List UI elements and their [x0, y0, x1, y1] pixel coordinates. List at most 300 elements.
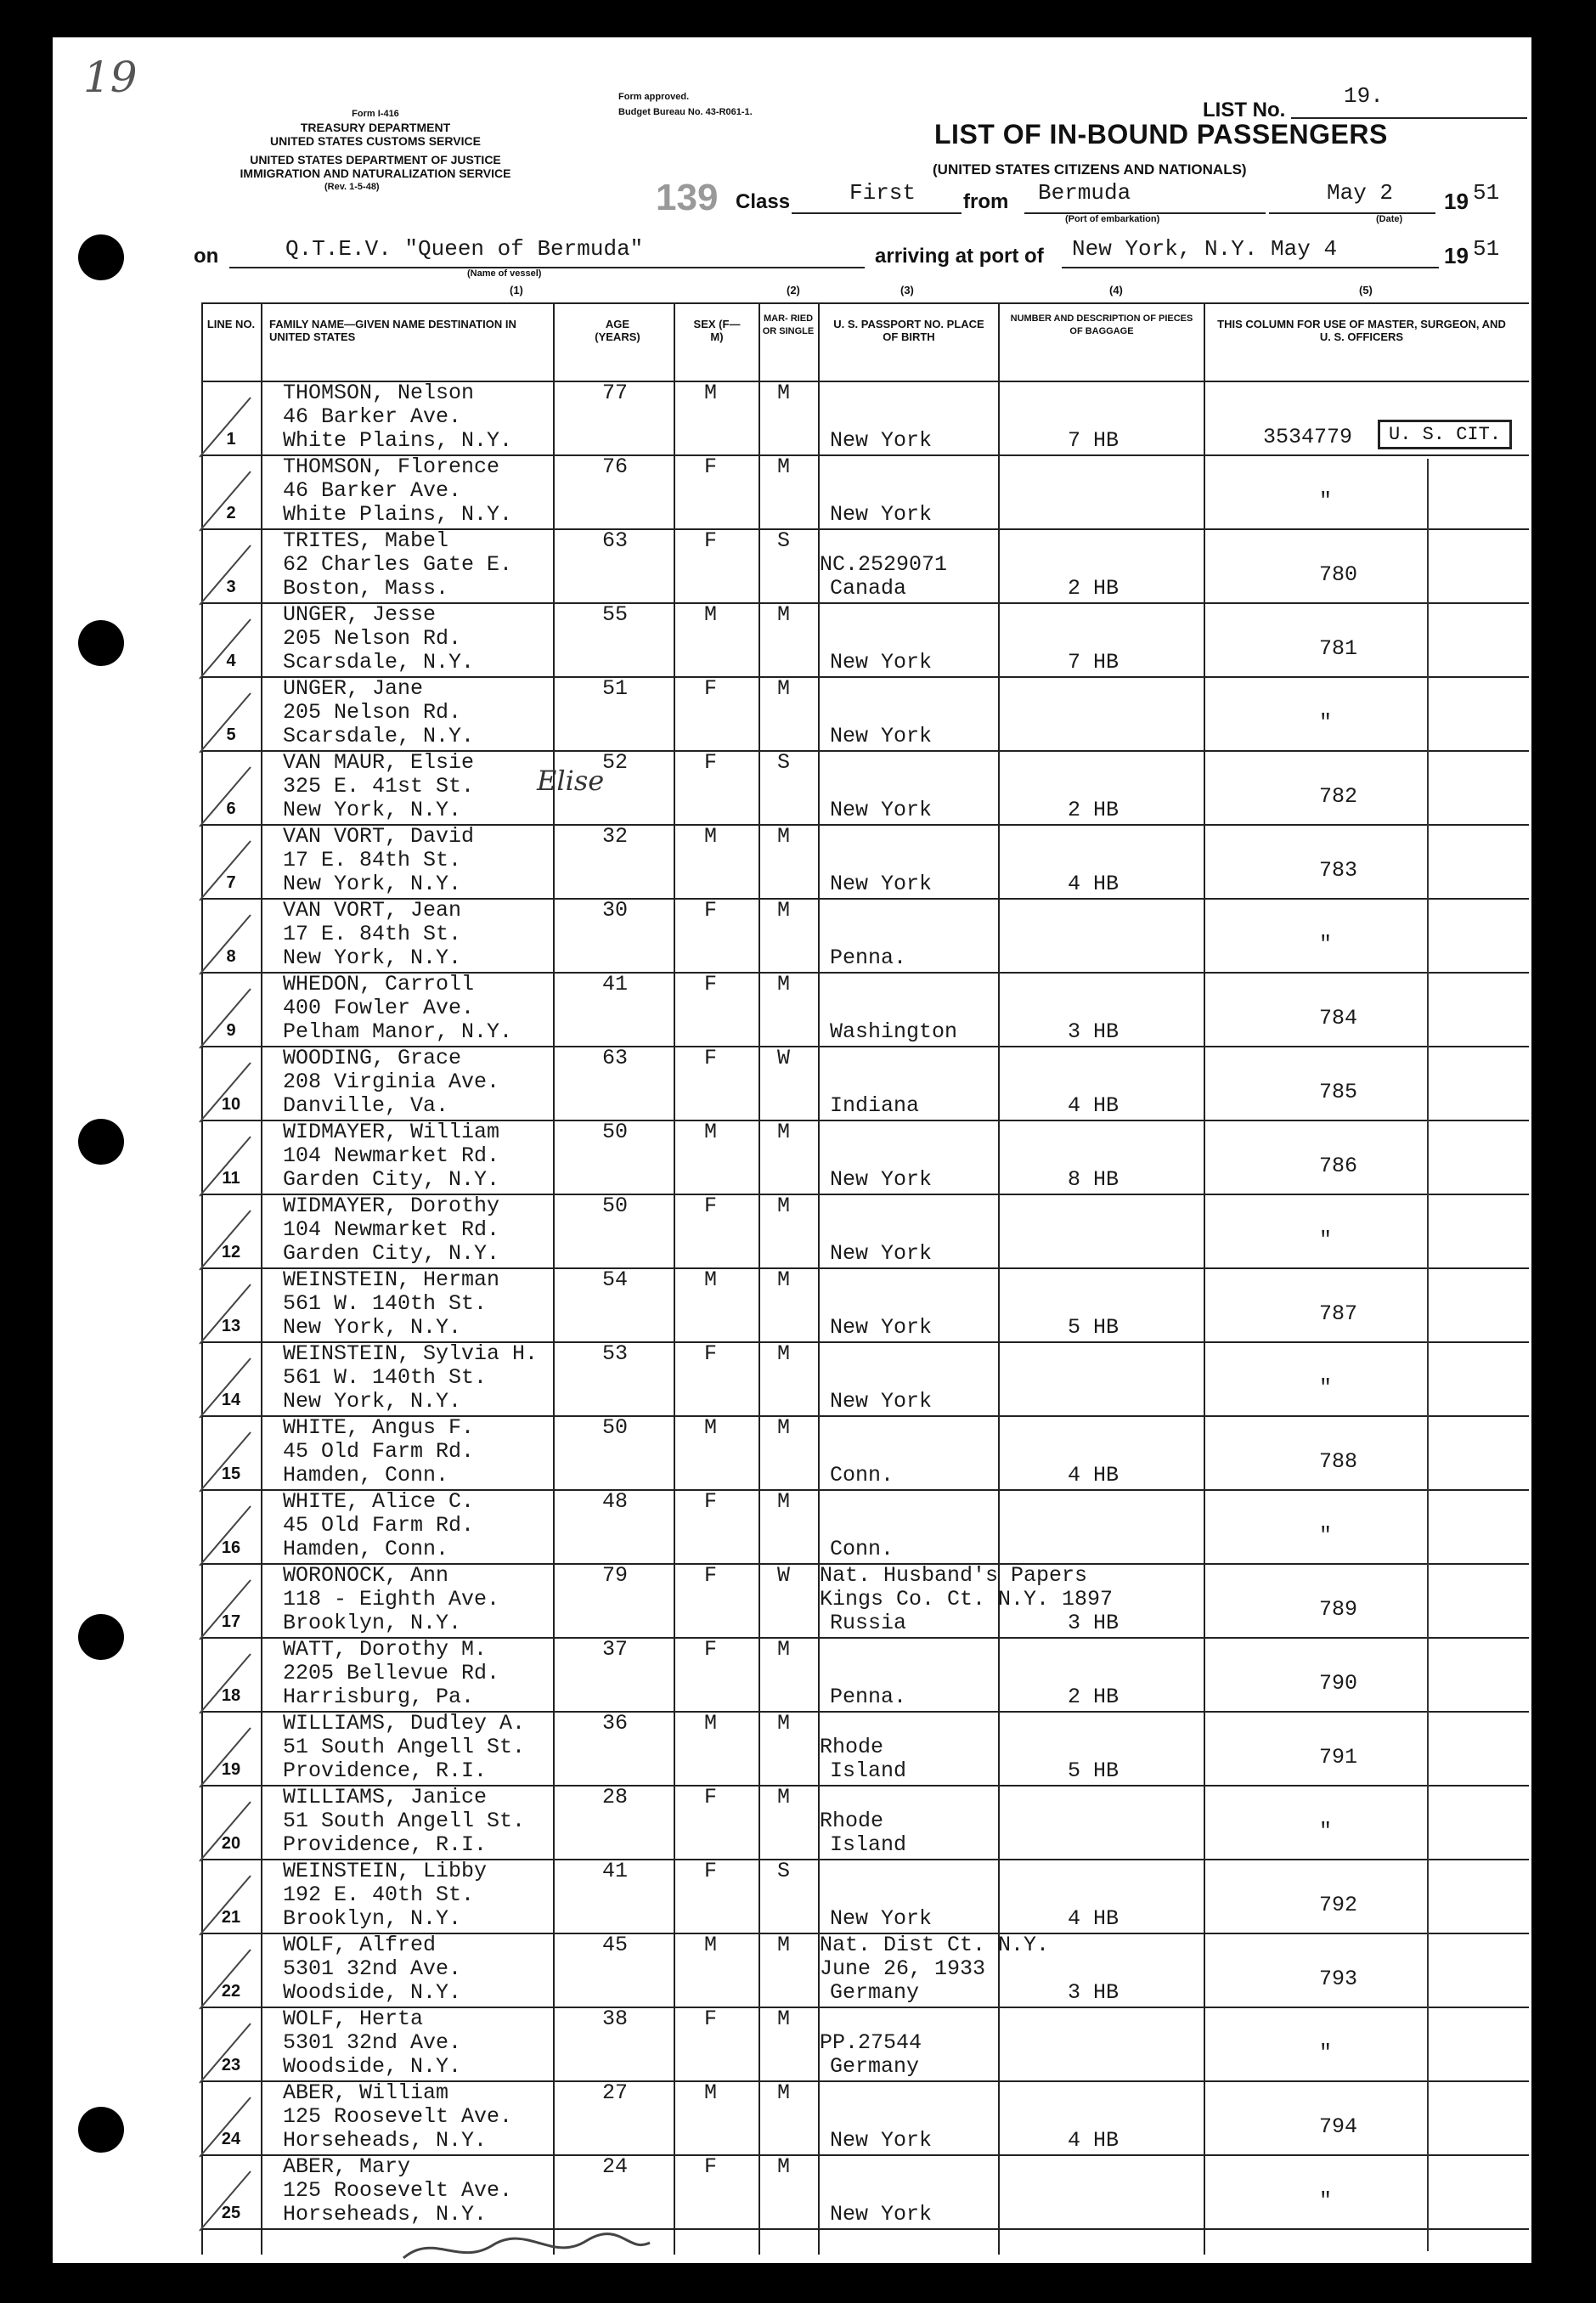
address-line-2: Boston, Mass.: [283, 576, 449, 601]
passport-line-2: Kings Co. Ct. N.Y. 1897: [820, 1587, 1114, 1612]
age: 79: [602, 1563, 629, 1588]
marital-status: M: [777, 824, 791, 849]
line-number: 15: [221, 1465, 241, 1483]
age: 63: [602, 1046, 629, 1070]
birthplace: New York: [830, 798, 933, 822]
officer-number: ": [1319, 2188, 1333, 2213]
table-row: [201, 1711, 1529, 1785]
table-row: [201, 602, 1529, 676]
officer-number: 790: [1319, 1671, 1358, 1696]
form-approved: Form approved.: [618, 92, 690, 102]
sex: M: [704, 2080, 718, 2105]
address-line-1: 561 W. 140th St.: [283, 1291, 488, 1316]
age: 27: [602, 2080, 629, 2105]
line-number: 16: [221, 1538, 241, 1557]
baggage: 8 HB: [1068, 1167, 1119, 1192]
line-number: 4: [226, 652, 236, 670]
table-row: [201, 1489, 1529, 1563]
birthplace: New York: [830, 724, 933, 748]
address-line-2: Woodside, N.Y.: [283, 2054, 462, 2079]
address-line-2: Woodside, N.Y.: [283, 1980, 462, 2005]
header-officers: THIS COLUMN FOR USE OF MASTER, SURGEON, AND U. S. OFFICERS: [1217, 318, 1506, 343]
address-line-1: 125 Roosevelt Ave.: [283, 2178, 513, 2203]
check-mark: [191, 2163, 268, 2239]
marital-status: S: [777, 1859, 791, 1883]
column-number: (2): [787, 284, 800, 296]
year-value: 51: [1473, 180, 1500, 206]
column-number: (5): [1359, 284, 1373, 296]
year-value-2: 51: [1473, 236, 1500, 262]
table-row: [201, 2007, 1529, 2080]
birthplace: New York: [830, 1315, 933, 1340]
passenger-name: WILLIAMS, Dudley A.: [283, 1711, 526, 1736]
birthplace: New York: [830, 1167, 933, 1192]
column-number: (3): [900, 284, 914, 296]
age: 50: [602, 1194, 629, 1218]
address-line-1: 62 Charles Gate E.: [283, 552, 513, 577]
passenger-name: WEINSTEIN, Sylvia H.: [283, 1341, 539, 1366]
line-number: 20: [221, 1834, 241, 1853]
address-line-2: Providence, R.I.: [283, 1758, 488, 1783]
line-number: 13: [221, 1317, 241, 1335]
passenger-name: WOODING, Grace: [283, 1046, 462, 1070]
passenger-name: WILLIAMS, Janice: [283, 1785, 488, 1809]
sex: F: [704, 1489, 718, 1514]
baggage: 4 HB: [1068, 1093, 1119, 1118]
line-number: 24: [221, 2130, 241, 2148]
officer-number: ": [1319, 1228, 1333, 1252]
age: 41: [602, 972, 629, 996]
address-line-1: 104 Newmarket Rd.: [283, 1143, 500, 1168]
table-row: [201, 1637, 1529, 1711]
baggage: 5 HB: [1068, 1758, 1119, 1783]
address-line-1: 205 Nelson Rd.: [283, 626, 462, 651]
list-no-label: LIST No.: [1203, 99, 1286, 121]
address-line-1: 208 Virginia Ave.: [283, 1070, 500, 1094]
officer-number: 791: [1319, 1745, 1358, 1770]
punch-hole: [78, 2107, 124, 2153]
baggage: 4 HB: [1068, 1906, 1119, 1931]
marital-status: M: [777, 1637, 791, 1662]
passenger-name: WHITE, Alice C.: [283, 1489, 475, 1514]
passenger-name: UNGER, Jane: [283, 676, 424, 701]
officer-number: 787: [1319, 1301, 1358, 1326]
justice-department: UNITED STATES DEPARTMENT OF JUSTICE: [250, 153, 501, 167]
budget-bureau: Budget Bureau No. 43-R061-1.: [618, 107, 753, 117]
table-row: [201, 1341, 1529, 1415]
passport-line-2: Rhode: [820, 1735, 884, 1759]
marital-status: S: [777, 750, 791, 775]
marital-status: M: [777, 381, 791, 405]
passenger-name: WORONOCK, Ann: [283, 1563, 449, 1588]
address-line-1: 561 W. 140th St.: [283, 1365, 488, 1390]
address-line-2: White Plains, N.Y.: [283, 502, 513, 527]
marital-status: M: [777, 1415, 791, 1440]
passenger-name: WEINSTEIN, Herman: [283, 1267, 500, 1292]
address-line-1: 192 E. 40th St.: [283, 1882, 475, 1907]
table-row: [201, 676, 1529, 750]
sex: F: [704, 1046, 718, 1070]
marital-status: W: [777, 1563, 791, 1588]
age: 77: [602, 381, 629, 405]
officer-number: ": [1319, 710, 1333, 735]
birthplace: Indiana: [830, 1093, 920, 1118]
table-row: [201, 750, 1529, 824]
baggage: 7 HB: [1068, 650, 1119, 675]
address-line-2: New York, N.Y.: [283, 1315, 462, 1340]
table-row: [201, 1933, 1529, 2007]
address-line-1: 2205 Bellevue Rd.: [283, 1661, 500, 1685]
address-line-2: Providence, R.I.: [283, 1832, 488, 1857]
age: 50: [602, 1415, 629, 1440]
officer-number: 792: [1319, 1893, 1358, 1917]
address-line-1: 45 Old Farm Rd.: [283, 1513, 475, 1538]
address-line-2: Garden City, N.Y.: [283, 1241, 500, 1266]
birthplace: Conn.: [830, 1463, 894, 1487]
address-line-1: 118 - Eighth Ave.: [283, 1587, 500, 1612]
line-number: 9: [226, 1021, 236, 1040]
table-row: [201, 1563, 1529, 1637]
address-line-2: New York, N.Y.: [283, 798, 462, 822]
age: 63: [602, 528, 629, 553]
address-line-2: Pelham Manor, N.Y.: [283, 1019, 513, 1044]
passport-line-2: NC.2529071: [820, 552, 948, 577]
year-prefix-2: 19: [1444, 243, 1469, 268]
passenger-name: WOLF, Herta: [283, 2007, 424, 2031]
table-row: [201, 1046, 1529, 1120]
marital-status: M: [777, 1120, 791, 1144]
class-label: Class: [736, 190, 791, 213]
date-caption: (Date): [1376, 214, 1403, 224]
line-number: 17: [221, 1612, 241, 1631]
address-line-1: 17 E. 84th St.: [283, 848, 462, 872]
table-row: [201, 1859, 1529, 1933]
address-line-1: 400 Fowler Ave.: [283, 996, 475, 1020]
birthplace: New York: [830, 2202, 933, 2227]
birthplace: New York: [830, 502, 933, 527]
address-line-1: 5301 32nd Ave.: [283, 1956, 462, 1981]
birthplace: Russia: [830, 1611, 907, 1635]
sex: F: [704, 1637, 718, 1662]
table-row: [201, 381, 1529, 454]
address-line-1: 46 Barker Ave.: [283, 478, 462, 503]
officer-number: 785: [1319, 1080, 1358, 1104]
sex: F: [704, 1341, 718, 1366]
form-number: Form I-416: [352, 109, 399, 119]
header-line-no: LINE NO.: [206, 318, 256, 330]
birthplace: New York: [830, 1389, 933, 1414]
passenger-name: THOMSON, Florence: [283, 454, 500, 479]
age: 53: [602, 1341, 629, 1366]
age: 24: [602, 2154, 629, 2179]
age: 45: [602, 1933, 629, 1957]
birthplace: Penna.: [830, 945, 907, 970]
officer-number: 3534779: [1263, 425, 1353, 449]
age: 50: [602, 1120, 629, 1144]
marital-status: M: [777, 602, 791, 627]
header-name: FAMILY NAME—GIVEN NAME DESTINATION IN UNITED STATES: [269, 318, 516, 343]
age: 36: [602, 1711, 629, 1736]
table-row: [201, 824, 1529, 898]
sex: F: [704, 898, 718, 923]
sex: M: [704, 602, 718, 627]
passenger-name: UNGER, Jesse: [283, 602, 437, 627]
line-number: 21: [221, 1908, 241, 1927]
address-line-2: Hamden, Conn.: [283, 1463, 449, 1487]
header-age: AGE (YEARS): [595, 318, 640, 343]
officer-number: ": [1319, 2041, 1333, 2065]
passport-line-1: Nat. Dist Ct. N.Y.: [820, 1933, 1050, 1957]
table-row: [201, 1194, 1529, 1267]
sex: F: [704, 750, 718, 775]
vessel-name: Q.T.E.V. "Queen of Bermuda": [285, 236, 644, 262]
line-number: 10: [221, 1095, 241, 1114]
address-line-2: Hamden, Conn.: [283, 1537, 449, 1561]
from-value: Bermuda: [1038, 180, 1131, 206]
marital-status: M: [777, 1267, 791, 1292]
marital-status: M: [777, 1341, 791, 1366]
address-line-1: 104 Newmarket Rd.: [283, 1217, 500, 1242]
customs-service: UNITED STATES CUSTOMS SERVICE: [270, 134, 481, 148]
passport-line-2: PP.27544: [820, 2030, 922, 2055]
address-line-2: White Plains, N.Y.: [283, 428, 513, 453]
sex: M: [704, 824, 718, 849]
sex: F: [704, 2154, 718, 2179]
address-line-2: Brooklyn, N.Y.: [283, 1906, 462, 1931]
vertical-check-line: [1427, 459, 1429, 2251]
age: 51: [602, 676, 629, 701]
vessel-caption: (Name of vessel): [467, 268, 542, 279]
baggage: 4 HB: [1068, 1463, 1119, 1487]
passenger-name: ABER, William: [283, 2080, 449, 2105]
line-number: 25: [221, 2204, 241, 2222]
birthplace: Canada: [830, 576, 907, 601]
age: 38: [602, 2007, 629, 2031]
table-row: [201, 1120, 1529, 1194]
passenger-name: VAN VORT, Jean: [283, 898, 462, 923]
birthplace: Penna.: [830, 1685, 907, 1709]
address-line-2: Horseheads, N.Y.: [283, 2202, 488, 2227]
treasury-department: TREASURY DEPARTMENT: [300, 121, 451, 134]
marital-status: M: [777, 1489, 791, 1514]
officer-number: 781: [1319, 636, 1358, 661]
passenger-name: TRITES, Mabel: [283, 528, 449, 553]
passenger-table: [201, 302, 1529, 2255]
address-line-2: Garden City, N.Y.: [283, 1167, 500, 1192]
table-row: [201, 1267, 1529, 1341]
birthplace: Conn.: [830, 1537, 894, 1561]
address-line-2: Scarsdale, N.Y.: [283, 724, 475, 748]
line-number: 22: [221, 1982, 241, 2001]
baggage: 3 HB: [1068, 1980, 1119, 2005]
sex: M: [704, 381, 718, 405]
header-baggage: NUMBER AND DESCRIPTION OF PIECES OF BAGGAGE: [1010, 313, 1193, 336]
revision: (Rev. 1-5-48): [324, 182, 380, 192]
officer-number: ": [1319, 1375, 1333, 1400]
table-row: [201, 2154, 1529, 2228]
address-line-1: 125 Roosevelt Ave.: [283, 2104, 513, 2129]
header-passport: U. S. PASSPORT NO. PLACE OF BIRTH: [833, 318, 984, 343]
handwritten-elise: Elise: [537, 765, 605, 797]
baggage: 7 HB: [1068, 428, 1119, 453]
agency-block: [197, 107, 554, 194]
sex: M: [704, 1415, 718, 1440]
address-line-1: 325 E. 41st St.: [283, 774, 475, 799]
officer-number: ": [1319, 1523, 1333, 1548]
address-line-2: Scarsdale, N.Y.: [283, 650, 475, 675]
passenger-name: WATT, Dorothy M.: [283, 1637, 488, 1662]
punch-hole: [78, 1119, 124, 1165]
passenger-name: WIDMAYER, William: [283, 1120, 500, 1144]
age: 54: [602, 1267, 629, 1292]
address-line-1: 205 Nelson Rd.: [283, 700, 462, 725]
birthplace: New York: [830, 650, 933, 675]
immigration-service: IMMIGRATION AND NATURALIZATION SERVICE: [240, 167, 511, 180]
officer-number: 783: [1319, 858, 1358, 883]
marital-status: M: [777, 454, 791, 479]
sex: F: [704, 2007, 718, 2031]
table-row: [201, 454, 1529, 528]
passport-line-2: Rhode: [820, 1809, 884, 1833]
table-body: [201, 381, 1529, 2255]
table-row: [201, 972, 1529, 1046]
officer-number: ": [1319, 488, 1333, 513]
sex: F: [704, 1563, 718, 1588]
class-value: First: [849, 180, 916, 206]
baggage: 4 HB: [1068, 872, 1119, 896]
table-row: [201, 1785, 1529, 1859]
arriving-label: arriving at port of: [875, 245, 1044, 268]
column-number: (4): [1109, 284, 1123, 296]
baggage: 3 HB: [1068, 1019, 1119, 1044]
passenger-name: WIDMAYER, Dorothy: [283, 1194, 500, 1218]
sex: M: [704, 1933, 718, 1957]
document-subtitle: (UNITED STATES CITIZENS AND NATIONALS): [933, 161, 1247, 178]
passenger-name: VAN MAUR, Elsie: [283, 750, 475, 775]
sex: F: [704, 972, 718, 996]
birthplace: New York: [830, 872, 933, 896]
address-line-1: 45 Old Farm Rd.: [283, 1439, 475, 1464]
age: 52: [602, 750, 629, 775]
passenger-name: ABER, Mary: [283, 2154, 411, 2179]
punch-hole: [78, 1614, 124, 1660]
marital-status: M: [777, 972, 791, 996]
birthplace: Island: [830, 1832, 907, 1857]
officer-number: 780: [1319, 562, 1358, 587]
us-citizen-stamp: U. S. CIT.: [1378, 420, 1512, 449]
officer-number: 789: [1319, 1597, 1358, 1622]
address-line-1: 51 South Angell St.: [283, 1735, 526, 1759]
column-number: (1): [510, 284, 523, 296]
passenger-name: VAN VORT, David: [283, 824, 475, 849]
birthplace: New York: [830, 2128, 933, 2153]
marital-status: M: [777, 2154, 791, 2179]
marital-status: M: [777, 2080, 791, 2105]
signature-scribble: [399, 2224, 654, 2275]
passport-line-2: June 26, 1933: [820, 1956, 986, 1981]
age: 28: [602, 1785, 629, 1809]
birthplace: Germany: [830, 1980, 920, 2005]
marital-status: M: [777, 1933, 791, 1957]
corner-mark: 19: [83, 53, 138, 102]
year-prefix: 19: [1444, 189, 1469, 214]
table-row: [201, 2080, 1529, 2154]
address-line-1: 17 E. 84th St.: [283, 922, 462, 946]
marital-status: S: [777, 528, 791, 553]
marital-status: W: [777, 1046, 791, 1070]
from-label: from: [963, 190, 1009, 213]
birthplace: New York: [830, 1906, 933, 1931]
address-line-2: New York, N.Y.: [283, 945, 462, 970]
line-number: 7: [226, 873, 236, 892]
birthplace: New York: [830, 1241, 933, 1266]
sex: F: [704, 1785, 718, 1809]
marital-status: M: [777, 898, 791, 923]
line-number: 11: [222, 1169, 240, 1188]
address-line-2: Horseheads, N.Y.: [283, 2128, 488, 2153]
officer-number: 782: [1319, 784, 1358, 809]
sex: F: [704, 1194, 718, 1218]
line-number: 5: [226, 725, 236, 744]
marital-status: M: [777, 2007, 791, 2031]
address-line-2: Harrisburg, Pa.: [283, 1685, 475, 1709]
punch-hole: [78, 620, 124, 666]
marital-status: M: [777, 1711, 791, 1736]
line-number: 14: [221, 1391, 241, 1409]
stamped-number: 139: [656, 177, 719, 218]
age: 30: [602, 898, 629, 923]
passenger-name: WHEDON, Carroll: [283, 972, 475, 996]
sex: M: [704, 1267, 718, 1292]
age: 55: [602, 602, 629, 627]
age: 41: [602, 1859, 629, 1883]
age: 48: [602, 1489, 629, 1514]
arriving-port-date: New York, N.Y. May 4: [1072, 236, 1338, 262]
baggage: 4 HB: [1068, 2128, 1119, 2153]
marital-status: M: [777, 1785, 791, 1809]
table-row: [201, 528, 1529, 602]
birthplace: Washington: [830, 1019, 958, 1044]
list-no-value: 19.: [1344, 83, 1384, 109]
address-line-2: New York, N.Y.: [283, 1389, 462, 1414]
sex: M: [704, 1120, 718, 1144]
address-line-1: 5301 32nd Ave.: [283, 2030, 462, 2055]
baggage: 2 HB: [1068, 1685, 1119, 1709]
line-number: 23: [221, 2056, 241, 2074]
line-number: 12: [221, 1243, 241, 1262]
officer-number: 794: [1319, 2114, 1358, 2139]
header-sex: SEX (F—M): [693, 318, 741, 343]
sex: F: [704, 528, 718, 553]
officer-number: ": [1319, 1819, 1333, 1843]
birthplace: Island: [830, 1758, 907, 1783]
port-embark-caption: (Port of embarkation): [1065, 214, 1160, 224]
officer-number: 784: [1319, 1006, 1358, 1030]
passport-line-1: Nat. Husband's Papers: [820, 1563, 1088, 1588]
line-number: 19: [221, 1760, 241, 1779]
address-line-2: Danville, Va.: [283, 1093, 449, 1118]
address-line-2: Brooklyn, N.Y.: [283, 1611, 462, 1635]
line-number: 3: [226, 578, 236, 596]
marital-status: M: [777, 1194, 791, 1218]
line-number: 6: [226, 799, 236, 818]
sex: F: [704, 676, 718, 701]
date-value: May 2: [1327, 180, 1394, 206]
table-row: [201, 1415, 1529, 1489]
birthplace: New York: [830, 428, 933, 453]
address-line-1: 51 South Angell St.: [283, 1809, 526, 1833]
line-number: 18: [221, 1686, 241, 1705]
